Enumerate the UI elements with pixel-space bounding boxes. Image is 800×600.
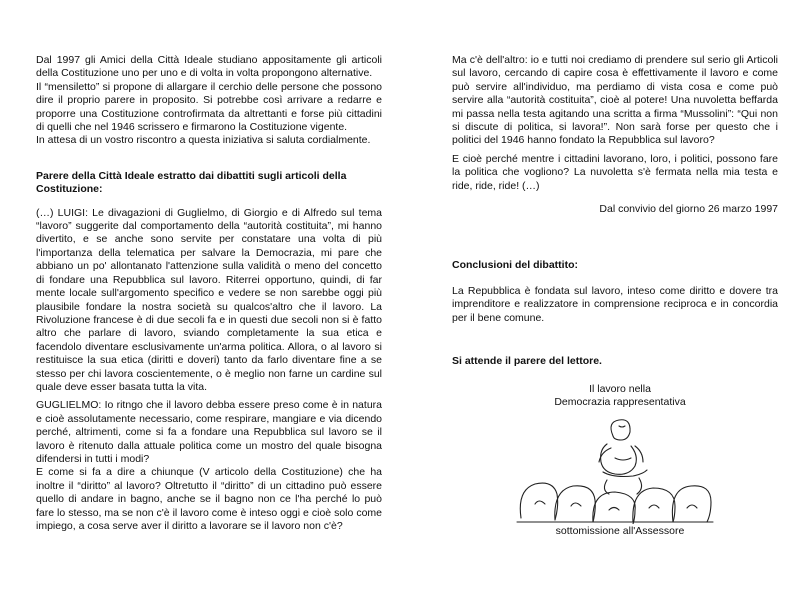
caption-line-1: Il lavoro nella — [589, 383, 651, 395]
conclusion-heading: Conclusioni del dibattito: — [452, 259, 578, 272]
right-paragraph-1: Ma c'è dell'altro: io e tutti noi crediamo di prendere sul serio gli Articoli sul lavoro, cercando di capire cosa è effettivamente il lavoro e come può servire all'individuo, ma perdiamo di vista cosa e come può servire alla “autorità costituita”, cioè al potere! Una nuvoletta beffarda mi passa nella testa agitando una scritta a firma “Mussolini”: “Qui non si discute di politica, si lavora!”. Non sarà forse per questo che i politici del 1946 hanno fondato la Repubblica sul lavoro? — [452, 54, 778, 147]
luigi-paragraph: (…) LUIGI: Le divagazioni di Guglielmo, di Giorgio e di Alfredo sul tema “lavoro” suggerite dal comportamento della “autorità costituita”, mi hanno divertito, e se anche sono servite per constatare una volta di più l'importanza della telematica per salvare la Democrazia, mi pare che abbiano un po' allontanato l'attenzione sulla validità o meno del concetto di fondare una Repubblica sul lavoro. Riterrei opportuno, quindi, di far mente locale sull'argomento specifico e vedere se non sarebbe oggi più plausibile fondare la nostra società su qualcos'altro che il lavoro. La Rivoluzione francese è di due secoli fa e in questi due secoli non si è fatto altro che parlare di lavoro, sviando completamente la sua etica e facendolo diventare esclusivamente un'arma politica. Allora, o al lavoro si restituisce la sua etica (diritti e doveri) tanto da farlo diventare fine a se stesso per chi lavora coscientemente, o è meglio non farne un cardine sul quale deve esser basata tutta la vita. — [36, 206, 382, 393]
closing-line: Si attende il parere del lettore. — [452, 355, 602, 368]
guglielmo-paragraph: GUGLIELMO: Io ritngo che il lavoro debba essere preso come è in natura e cioè assolutamente necessario, come respirare, mangiare e via dicendo perché, altrimenti, come si fa a fondare una Repubblica sul lavoro se il lavoro è ritenuto dalla attuale politica come un mostro del quale bisogna difendersi in tutti i modi? — [36, 399, 382, 465]
intro-paragraph-3: In attesa di un vostro riscontro a questa iniziativa si saluta cordialmente. — [36, 134, 371, 147]
right-column — [452, 54, 778, 369]
convivio-date: Dal convivio del giorno 26 marzo 1997 — [599, 203, 778, 216]
right-paragraph-2: E cioè perché mentre i cittadini lavorano, loro, i politici, possono fare la politica che vogliono? La nuvoletta s'è fermata nella mia testa e ride, ride, ride! (…) — [452, 152, 778, 192]
conclusion-text: La Repubblica è fondata sul lavoro, inteso come diritto e dovere tra imprenditore e realizzatore in comprensione reciproca e in concordia per il bene comune. — [452, 284, 778, 324]
section-heading: Parere della Città Ideale estratto dai dibattiti sugli articoli della Costituzione: — [36, 169, 347, 196]
left-column — [36, 54, 382, 533]
intro-paragraph-1: Dal 1997 gli Amici della Città Ideale studiano appositamente gli articoli della Costituzione uno per uno e di volta in volta propongono alternative. — [36, 54, 382, 80]
illustration-caption-top — [540, 383, 700, 409]
guglielmo-paragraph-2: E come si fa a dire a chiunque (V articolo della Costituzione) che ha inoltre il “diritto” al lavoro? Oltretutto il “diritto” di un cittadino può essere quello di andare in bagno, anche se il bagno non ce l'ha perché lo può fare lo stesso, ma se non c'è il lavoro come è inteso oggi e cioè solo come impiego, a cosa serve aver il diritto a lavorare se il lavoro non c'è? — [36, 466, 382, 532]
illustration-caption-bottom: sottomissione all'Assessore — [555, 525, 685, 537]
cartoon-illustration — [515, 418, 715, 524]
intro-paragraph-2: Il “mensiletto” si propone di allargare il cerchio delle persone che possono dire il proprio parere in proposito. Si potrebbe così arrivare a redarre e proporre una Costituzione controfirmata da altrettanti e forse più cittadini di quelli che nel 1946 scrissero e firmarono la Costituzione vigente. — [36, 80, 382, 134]
caption-line-2: Democrazia rappresentativa — [554, 396, 686, 408]
